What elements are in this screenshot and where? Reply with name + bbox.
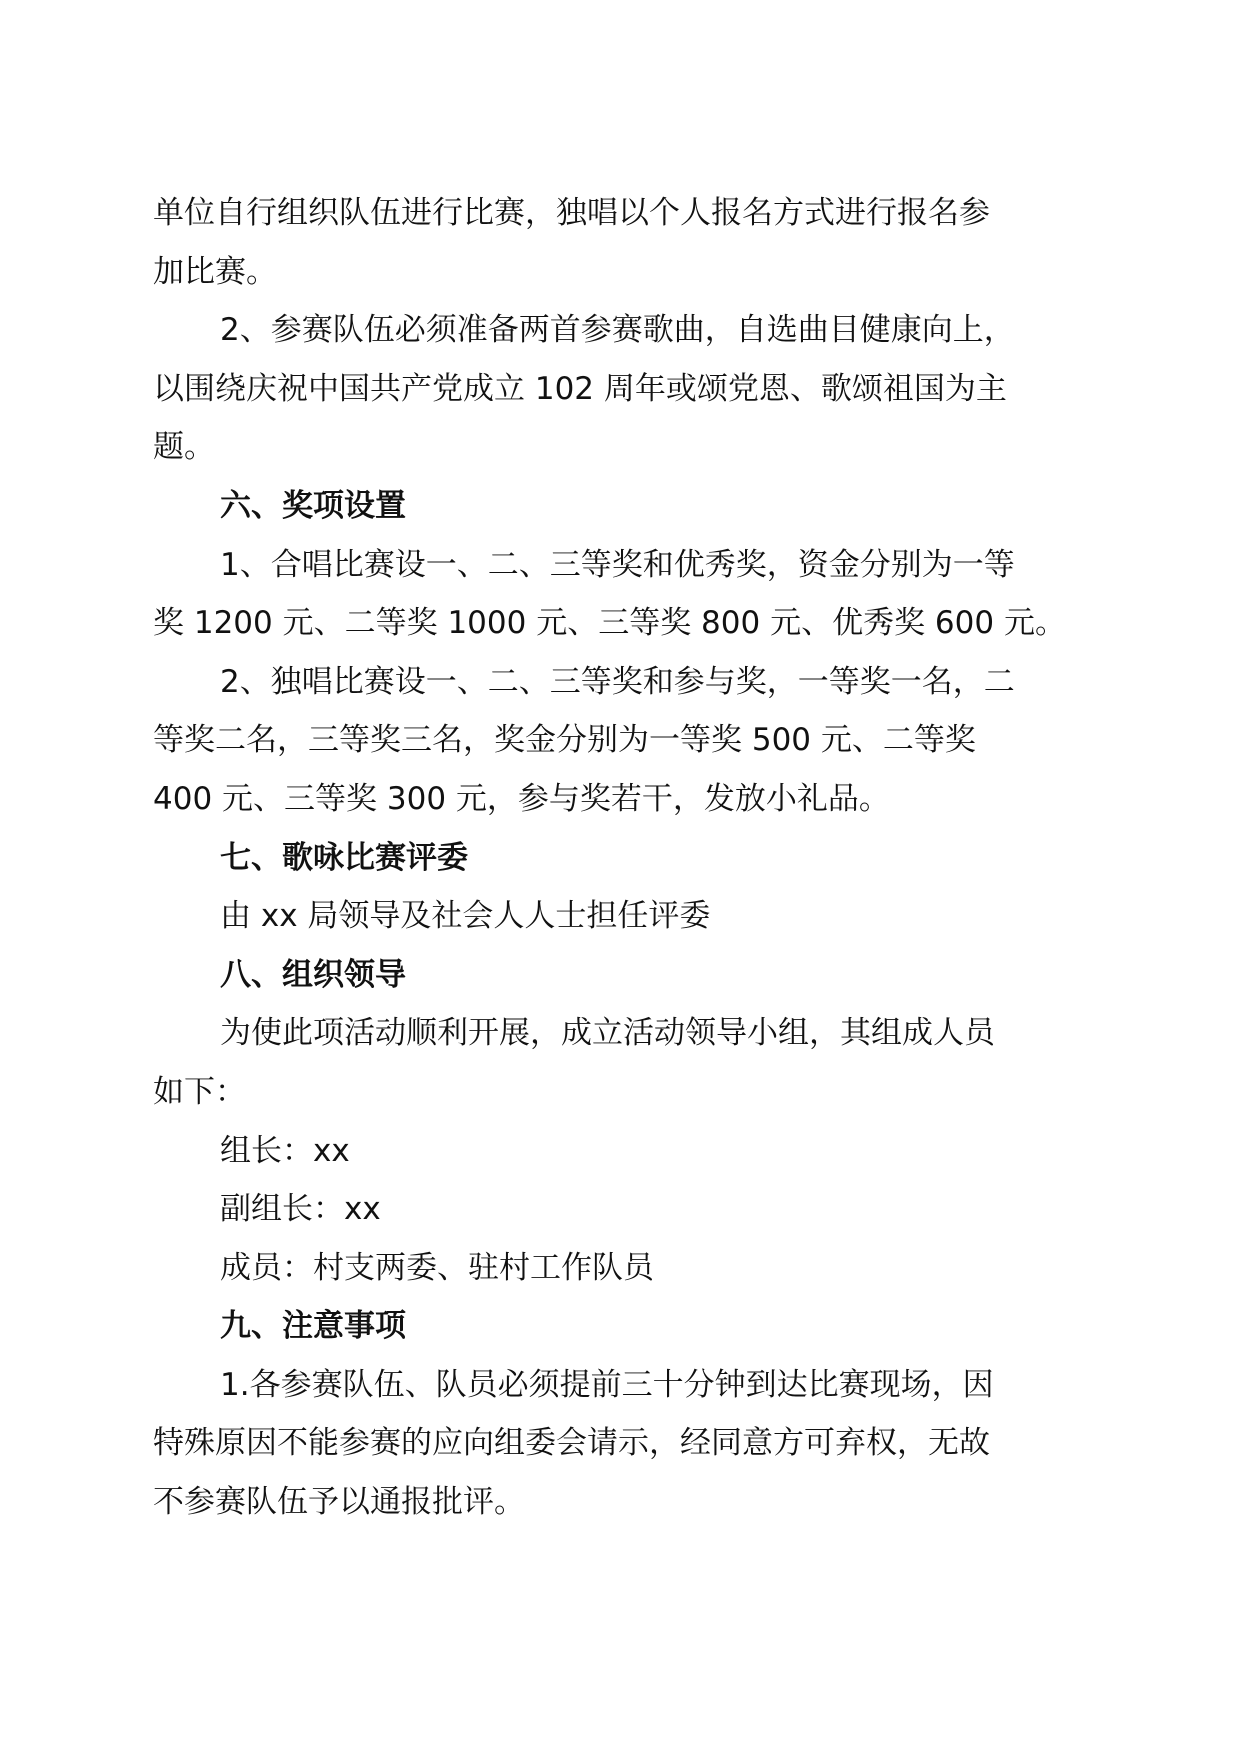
text-line: 2、独唱比赛设一、二、三等奖和参与奖，一等奖一名，二 xyxy=(220,663,1015,700)
section-heading-leadership: 八、组织领导 xyxy=(220,956,406,993)
text-line: 不参赛队伍予以通报批评。 xyxy=(153,1484,525,1521)
text-line: 题。 xyxy=(153,429,215,466)
text-line: 特殊原因不能参赛的应向组委会请示，经同意方可弃权，无故 xyxy=(153,1425,990,1462)
text-line: 奖 1200 元、二等奖 1000 元、三等奖 800 元、优秀奖 600 元。 xyxy=(153,605,1066,642)
text-line: 副组长：xx xyxy=(220,1191,381,1228)
text-line: 为使此项活动顺利开展，成立活动领导小组，其组成人员 xyxy=(220,1015,995,1052)
text-line: 400 元、三等奖 300 元，参与奖若干，发放小礼品。 xyxy=(153,780,890,817)
text-line: 由 xx 局领导及社会人人士担任评委 xyxy=(220,898,711,935)
text-line: 如下： xyxy=(153,1073,246,1110)
section-heading-notes: 九、注意事项 xyxy=(220,1308,406,1345)
text-line: 1.各参赛队伍、队员必须提前三十分钟到达比赛现场，因 xyxy=(220,1366,994,1403)
text-line: 等奖二名，三等奖三名，奖金分别为一等奖 500 元、二等奖 xyxy=(153,722,976,759)
text-line: 组长：xx xyxy=(220,1132,350,1169)
document-page xyxy=(153,184,1103,1532)
text-line: 成员：村支两委、驻村工作队员 xyxy=(220,1249,654,1286)
text-line: 2、参赛队伍必须准备两首参赛歌曲，自选曲目健康向上， xyxy=(220,312,1015,349)
text-line: 加比赛。 xyxy=(153,253,277,290)
section-heading-awards: 六、奖项设置 xyxy=(220,487,406,524)
section-heading-judges: 七、歌咏比赛评委 xyxy=(220,839,468,876)
text-line: 单位自行组织队伍进行比赛，独唱以个人报名方式进行报名参 xyxy=(153,195,990,231)
text-line: 以围绕庆祝中国共产党成立 102 周年或颂党恩、歌颂祖国为主 xyxy=(153,370,1007,407)
text-line: 1、合唱比赛设一、二、三等奖和优秀奖，资金分别为一等 xyxy=(220,546,1015,583)
